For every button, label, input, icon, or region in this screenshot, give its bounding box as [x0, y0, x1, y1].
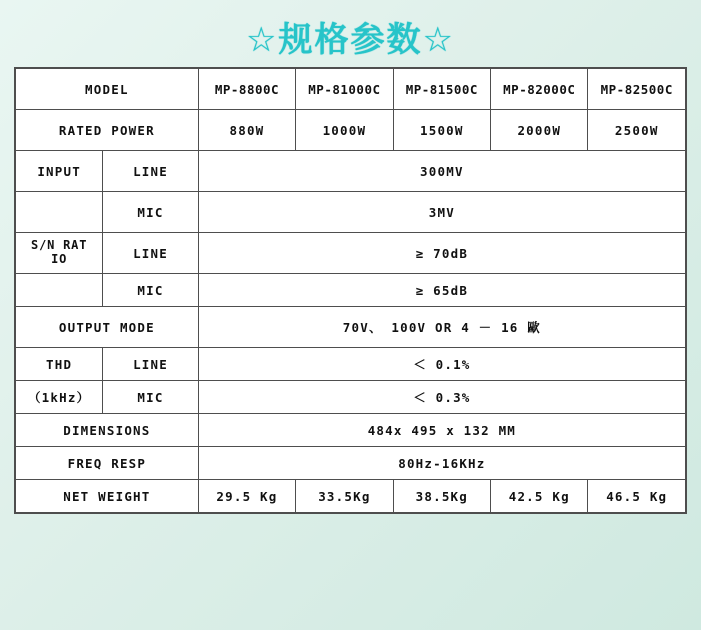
table-row: [16, 447, 686, 480]
row-sublabel-line: LINE: [103, 151, 198, 192]
cell-input-line-value: 300MV: [198, 151, 685, 192]
table-row: [16, 414, 686, 447]
row-label-rated-power: RATED POWER: [16, 110, 199, 151]
cell-model-3: MP-81500C: [393, 69, 490, 110]
cell-net-weight-4: 42.5 Kg: [491, 480, 588, 513]
cell-net-weight-2: 33.5Kg: [296, 480, 393, 513]
table-row: [16, 151, 686, 192]
cell-rated-power-1: 880W: [198, 110, 295, 151]
cell-freq-resp-value: 80Hz-16KHz: [198, 447, 685, 480]
row-sublabel-mic: MIC: [103, 381, 198, 414]
row-label-output-mode: OUTPUT MODE: [16, 307, 199, 348]
row-sublabel-mic: MIC: [103, 192, 198, 233]
table-row: [16, 381, 686, 414]
spec-table-container: [14, 67, 687, 514]
cell-output-mode-value: 70V、 100V OR 4 － 16 歐: [198, 307, 685, 348]
table-row: [16, 274, 686, 307]
cell-net-weight-1: 29.5 Kg: [198, 480, 295, 513]
cell-thd-mic-value: ＜ 0.3%: [198, 381, 685, 414]
cell-model-2: MP-81000C: [296, 69, 393, 110]
table-row: [16, 192, 686, 233]
row-label-input-empty: [16, 192, 103, 233]
cell-model-1: MP-8800C: [198, 69, 295, 110]
table-row: [16, 307, 686, 348]
cell-net-weight-3: 38.5Kg: [393, 480, 490, 513]
cell-input-mic-value: 3MV: [198, 192, 685, 233]
row-label-sn-ratio: [16, 233, 103, 274]
cell-rated-power-3: 1500W: [393, 110, 490, 151]
row-label-dimensions: DIMENSIONS: [16, 414, 199, 447]
cell-model-5: MP-82500C: [588, 69, 686, 110]
table-row: [16, 233, 686, 274]
table-row: [16, 348, 686, 381]
row-label-thd-freq: （1kHz）: [16, 381, 103, 414]
cell-thd-line-value: ＜ 0.1%: [198, 348, 685, 381]
cell-sn-line-value: ≥ 70dB: [198, 233, 685, 274]
row-label-freq-resp: FREQ RESP: [16, 447, 199, 480]
sn-label-line1: S/N RAT: [31, 238, 88, 253]
cell-sn-mic-value: ≥ 65dB: [198, 274, 685, 307]
row-label-sn-empty: [16, 274, 103, 307]
cell-rated-power-2: 1000W: [296, 110, 393, 151]
cell-net-weight-5: 46.5 Kg: [588, 480, 686, 513]
row-sublabel-line: LINE: [103, 348, 198, 381]
row-sublabel-mic: MIC: [103, 274, 198, 307]
row-label-model: MODEL: [16, 69, 199, 110]
table-row: [16, 69, 686, 110]
table-row: [16, 480, 686, 513]
table-row: [16, 110, 686, 151]
row-label-thd: THD: [16, 348, 103, 381]
row-label-input: INPUT: [16, 151, 103, 192]
cell-rated-power-4: 2000W: [491, 110, 588, 151]
row-label-net-weight: NET WEIGHT: [16, 480, 199, 513]
sn-label-line2: IO: [51, 252, 68, 266]
row-sublabel-line: LINE: [103, 233, 198, 274]
cell-dimensions-value: 484x 495 x 132 MM: [198, 414, 685, 447]
page-title: ☆规格参数☆: [246, 20, 455, 60]
specifications-table: [15, 68, 686, 513]
cell-model-4: MP-82000C: [491, 69, 588, 110]
cell-rated-power-5: 2500W: [588, 110, 686, 151]
